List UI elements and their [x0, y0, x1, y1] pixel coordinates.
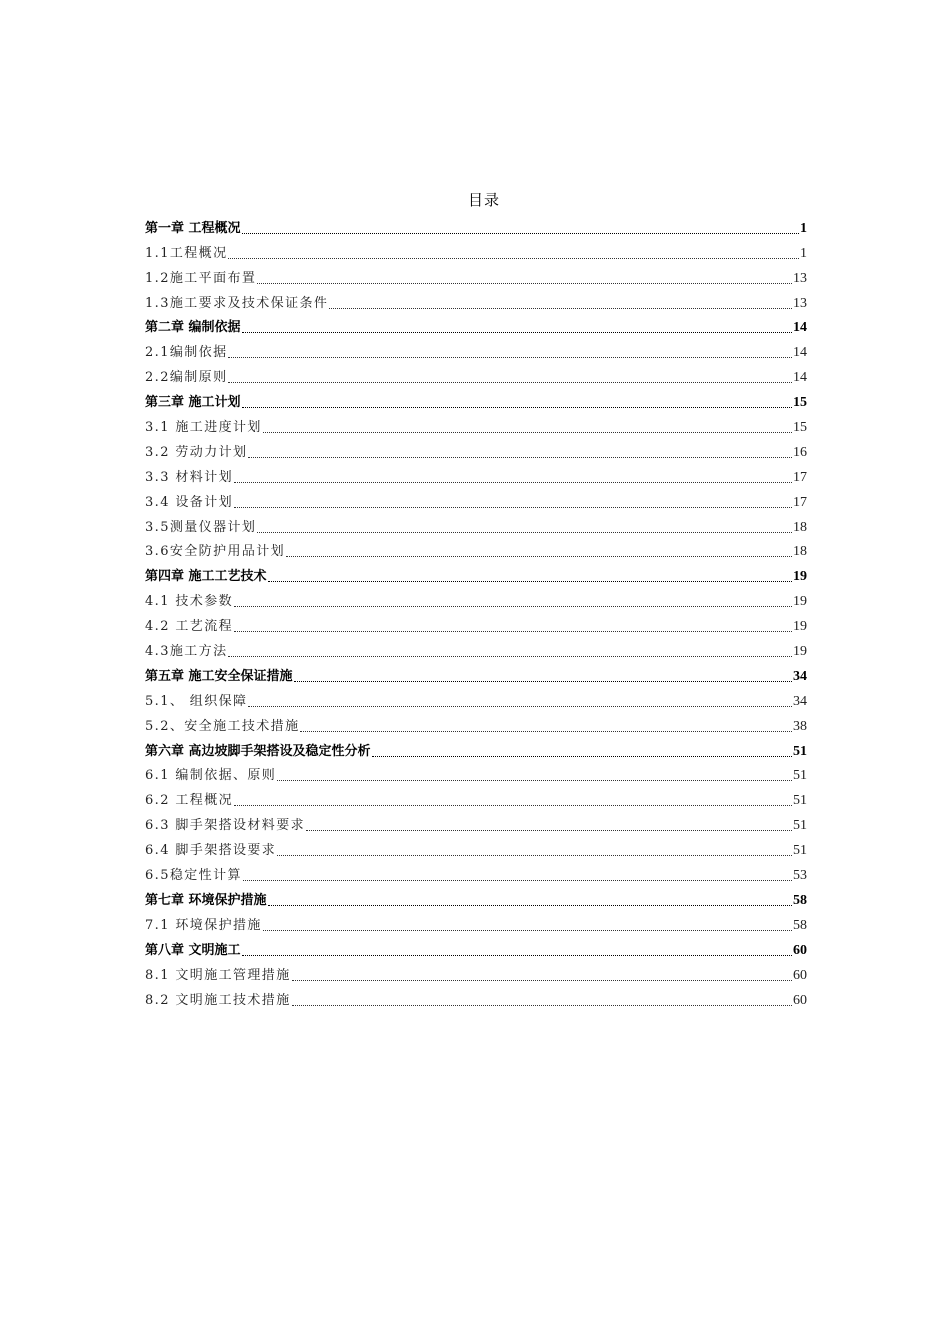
toc-entry-label: 1.3施工要求及技术保证条件 — [145, 295, 329, 311]
dot-leader — [243, 879, 792, 881]
toc-section-entry[interactable] — [145, 835, 807, 860]
toc-entry-label: 8.2 文明施工技术措施 — [145, 992, 291, 1008]
dot-leader — [277, 779, 792, 781]
toc-entry-label: 6.3 脚手架搭设材料要求 — [145, 818, 306, 834]
dot-leader — [268, 904, 792, 906]
toc-page-number: 51 — [793, 843, 807, 859]
toc-page-number: 19 — [793, 594, 807, 610]
dot-leader — [228, 257, 799, 259]
dot-leader — [294, 680, 792, 682]
dot-leader — [257, 531, 792, 533]
toc-page-number: 14 — [793, 320, 807, 336]
toc-entry-label: 5.2、安全施工技术措施 — [145, 718, 300, 734]
toc-section-entry[interactable] — [145, 512, 807, 537]
toc-entry-label: 第五章 施工安全保证措施 — [145, 668, 293, 684]
toc-section-entry[interactable] — [145, 462, 807, 487]
toc-page-number: 18 — [793, 519, 807, 535]
toc-chapter-entry[interactable] — [145, 885, 807, 910]
toc-section-entry[interactable] — [145, 636, 807, 661]
dot-leader — [277, 854, 792, 856]
toc-entry-label: 5.1、 组织保障 — [145, 693, 248, 709]
toc-page-number: 60 — [793, 992, 807, 1008]
toc-section-entry[interactable] — [145, 263, 807, 288]
toc-entry-label: 第四章 施工工艺技术 — [145, 569, 267, 585]
dot-leader — [234, 506, 792, 508]
toc-page-number: 1 — [800, 220, 807, 236]
toc-section-entry[interactable] — [145, 238, 807, 263]
toc-entry-label: 2.1编制依据 — [145, 345, 228, 361]
toc-entry-label: 第六章 高边坡脚手架搭设及稳定性分析 — [145, 743, 371, 759]
toc-entry-label: 3.1 施工进度计划 — [145, 420, 262, 436]
dot-leader — [228, 356, 792, 358]
dot-leader — [300, 730, 792, 732]
toc-entry-label: 第八章 文明施工 — [145, 942, 241, 958]
toc-chapter-entry[interactable] — [145, 313, 807, 338]
toc-page-number: 15 — [793, 420, 807, 436]
dot-leader — [242, 406, 792, 408]
dot-leader — [242, 232, 799, 234]
toc-entry-label: 第三章 施工计划 — [145, 395, 241, 411]
toc-entry-label: 6.5稳定性计算 — [145, 868, 242, 884]
toc-section-entry[interactable] — [145, 985, 807, 1010]
toc-entry-label: 4.1 技术参数 — [145, 594, 234, 610]
table-of-contents — [145, 213, 807, 1010]
toc-section-entry[interactable] — [145, 761, 807, 786]
toc-entry-label: 3.5测量仪器计划 — [145, 519, 257, 535]
toc-section-entry[interactable] — [145, 288, 807, 313]
dot-leader — [248, 456, 792, 458]
toc-page-number: 19 — [793, 619, 807, 635]
toc-entry-label: 3.2 劳动力计划 — [145, 444, 248, 460]
toc-entry-label: 6.1 编制依据、原则 — [145, 768, 277, 784]
toc-page-number: 17 — [793, 469, 807, 485]
toc-page-number: 58 — [793, 917, 807, 933]
toc-page-number: 19 — [793, 569, 807, 585]
toc-page-number: 1 — [800, 245, 807, 261]
toc-chapter-entry[interactable] — [145, 935, 807, 960]
toc-entry-label: 3.3 材料计划 — [145, 469, 234, 485]
dot-leader — [292, 1004, 792, 1006]
toc-chapter-entry[interactable] — [145, 561, 807, 586]
toc-page-number: 51 — [793, 768, 807, 784]
toc-page-number: 53 — [793, 868, 807, 884]
toc-section-entry[interactable] — [145, 412, 807, 437]
toc-section-entry[interactable] — [145, 487, 807, 512]
toc-page-number: 16 — [793, 444, 807, 460]
toc-section-entry[interactable] — [145, 537, 807, 562]
dot-leader — [242, 331, 792, 333]
toc-chapter-entry[interactable] — [145, 661, 807, 686]
toc-chapter-entry[interactable] — [145, 213, 807, 238]
dot-leader — [228, 381, 792, 383]
toc-page-number: 51 — [793, 743, 807, 759]
toc-chapter-entry[interactable] — [145, 387, 807, 412]
toc-entry-label: 7.1 环境保护措施 — [145, 917, 262, 933]
dot-leader — [372, 755, 792, 757]
toc-page-number: 14 — [793, 370, 807, 386]
dot-leader — [234, 605, 792, 607]
toc-section-entry[interactable] — [145, 337, 807, 362]
dot-leader — [306, 829, 792, 831]
toc-entry-label: 第一章 工程概况 — [145, 220, 241, 236]
toc-page-number: 17 — [793, 494, 807, 510]
toc-page-number: 60 — [793, 967, 807, 983]
toc-section-entry[interactable] — [145, 362, 807, 387]
toc-entry-label: 4.3施工方法 — [145, 644, 228, 660]
toc-section-entry[interactable] — [145, 437, 807, 462]
toc-entry-label: 1.2施工平面布置 — [145, 270, 257, 286]
dot-leader — [234, 630, 792, 632]
dot-leader — [292, 979, 792, 981]
toc-entry-label: 3.6安全防护用品计划 — [145, 544, 286, 560]
toc-page-number: 58 — [793, 892, 807, 908]
toc-entry-label: 第七章 环境保护措施 — [145, 892, 267, 908]
toc-section-entry[interactable] — [145, 860, 807, 885]
toc-page-number: 34 — [793, 693, 807, 709]
toc-page-number: 51 — [793, 793, 807, 809]
dot-leader — [228, 655, 792, 657]
toc-section-entry[interactable] — [145, 611, 807, 636]
dot-leader — [329, 307, 792, 309]
toc-section-entry[interactable] — [145, 810, 807, 835]
toc-page-number: 14 — [793, 345, 807, 361]
dot-leader — [263, 929, 792, 931]
toc-page-number: 13 — [793, 270, 807, 286]
toc-title: 目录 — [467, 191, 500, 209]
toc-entry-label: 1.1工程概况 — [145, 245, 228, 261]
dot-leader — [248, 705, 792, 707]
dot-leader — [263, 431, 792, 433]
toc-section-entry[interactable] — [145, 960, 807, 985]
toc-page-number: 51 — [793, 818, 807, 834]
toc-section-entry[interactable] — [145, 711, 807, 736]
toc-page-number: 15 — [793, 395, 807, 411]
toc-section-entry[interactable] — [145, 785, 807, 810]
toc-section-entry[interactable] — [145, 910, 807, 935]
toc-entry-label: 6.4 脚手架搭设要求 — [145, 843, 277, 859]
toc-page-number: 60 — [793, 942, 807, 958]
dot-leader — [242, 954, 792, 956]
toc-page-number: 13 — [793, 295, 807, 311]
toc-entry-label: 3.4 设备计划 — [145, 494, 234, 510]
toc-entry-label: 6.2 工程概况 — [145, 793, 234, 809]
toc-section-entry[interactable] — [145, 586, 807, 611]
toc-entry-label: 8.1 文明施工管理措施 — [145, 967, 291, 983]
toc-entry-label: 第二章 编制依据 — [145, 320, 241, 336]
toc-entry-label: 4.2 工艺流程 — [145, 619, 234, 635]
dot-leader — [286, 555, 792, 557]
toc-page-number: 19 — [793, 644, 807, 660]
dot-leader — [234, 804, 792, 806]
dot-leader — [257, 282, 792, 284]
dot-leader — [234, 481, 792, 483]
toc-page-number: 38 — [793, 718, 807, 734]
toc-entry-label: 2.2编制原则 — [145, 370, 228, 386]
toc-page-number: 18 — [793, 544, 807, 560]
toc-chapter-entry[interactable] — [145, 736, 807, 761]
toc-section-entry[interactable] — [145, 686, 807, 711]
toc-page-number: 34 — [793, 668, 807, 684]
dot-leader — [268, 580, 792, 582]
